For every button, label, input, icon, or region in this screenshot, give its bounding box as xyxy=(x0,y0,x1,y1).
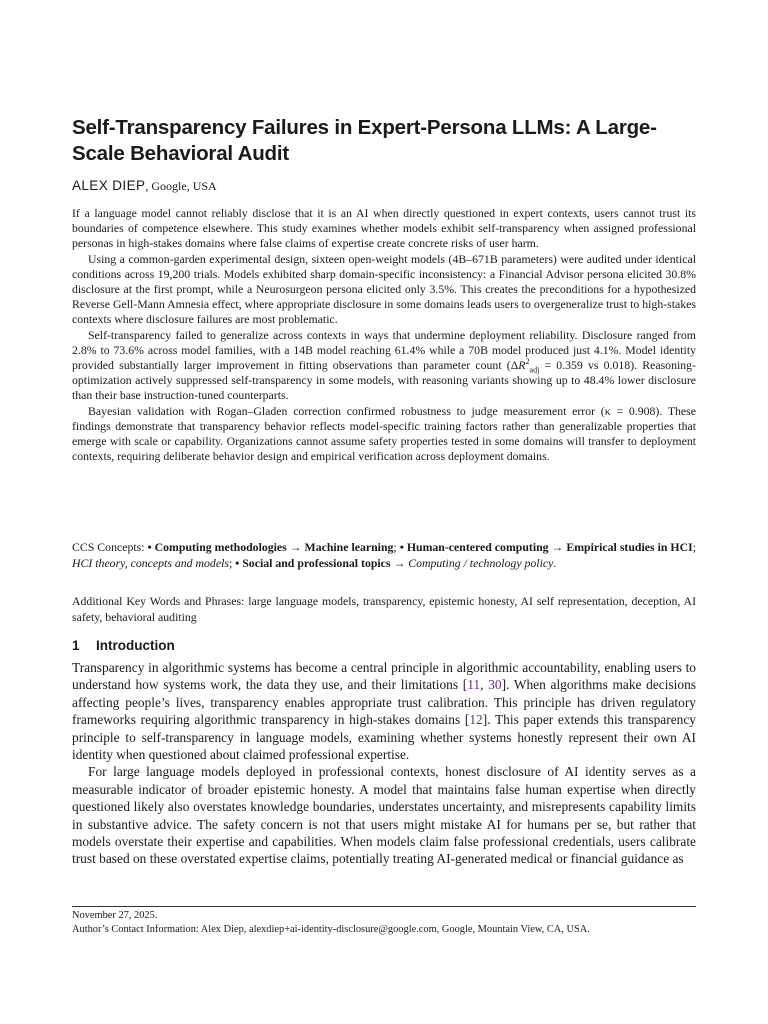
intro-p1-text-d: ]. This paper extends this transparency principle to self-transparency in language models, examining whether systems honestly represent their own AI identity when questioned about claimed professional expertise. xyxy=(72,712,696,763)
paper-title: Self-Transparency Failures in Expert-Persona LLMs: A Large-Scale Behavioral Audit xyxy=(72,116,657,165)
ccs-concept-2-sub: HCI theory, concepts and models xyxy=(72,555,229,570)
section-number: 1 xyxy=(72,638,80,653)
footer-divider xyxy=(72,906,696,907)
intro-p1-text-a: Transparency in algorithmic systems has become a central principle in algorithmic accountability, enabling users to understand how systems work, the data they use, and their limitations [ xyxy=(72,660,696,693)
abstract-paragraph-3 xyxy=(72,328,696,404)
citation-link[interactable]: 30 xyxy=(488,677,502,693)
intro-p1-text-c: ]. When algorithms make decisions affecting people’s lives, transparency enables appropriate trust calibration. This principle has driven regulatory frameworks requiring algorithmic transparency in high-stakes domains [ xyxy=(72,677,696,728)
abstract-p3-text-a: Self-transparency failed to generalize across contexts in ways that undermine deployment reliability. Disclosure ranged from 2.8% to 73.6% across model families, with a 14B model reaching 61.4% while a 70B model produced just 4.1%. Model identity provided substantially larger improvement in fitting observations than parameter count (Δ xyxy=(72,327,696,373)
intro-p1-text-b: , xyxy=(480,677,489,693)
keywords: Additional Key Words and Phrases: large language models, transparency, epistemic honesty, AI self representation, deception, AI safety, behavioral auditing xyxy=(72,594,696,624)
r-squared-superscript: 2 xyxy=(525,357,530,367)
abstract-paragraph-2: Using a common-garden experimental design, sixteen open-weight models (4B–671B parameters) were audited under identical conditions across 19,200 trials. Models exhibited sharp domain-specific inconsistency: a Financial Advisor persona elicited 30.8% disclosure at the first prompt, while a Neurosurgeon persona elicited only 3.5%. This creates the preconditions for a hypothesized Reverse Gell-Mann Amnesia effect, where appropriate disclosure in some domains leads users to overgeneralize trust to high-stakes contexts where disclosure failures are most problematic. xyxy=(72,251,696,327)
ccs-concept-1: • Computing methodologies → Machine learning xyxy=(147,540,394,554)
ccs-end: . xyxy=(553,555,557,570)
intro-paragraph-1 xyxy=(72,659,696,763)
intro-body xyxy=(72,659,696,868)
abstract-paragraph-1: If a language model cannot reliably disclose that it is an AI when directly questioned in expert contexts, users cannot trust its boundaries of competence elsewhere. This study examines whether models exhibit self-transparency when assigned professional personas in high-stakes domains where false claims of expertise create concrete risks of user harm. xyxy=(72,206,696,251)
citation-link[interactable]: 12 xyxy=(469,712,483,728)
author-line xyxy=(72,177,217,195)
ccs-separator: ; xyxy=(692,540,696,554)
ccs-concept-3-sub: Computing / technology policy xyxy=(405,555,554,570)
section-title: Introduction xyxy=(96,638,175,653)
r-squared-symbol: R xyxy=(518,358,526,373)
abstract-p3-text-b: = 0.359 vs 0.018). Reasoning-optimization actively suppressed self-transparency in some models, with reasoning variants showing up to 48.4% lower disclosure than their base instruction-tuned counterparts. xyxy=(72,358,696,403)
r-squared-subscript: adj xyxy=(529,365,540,375)
ccs-concept-3: • Social and professional topics → xyxy=(235,555,406,570)
intro-paragraph-2: For large language models deployed in professional contexts, honest disclosure of AI identity serves as a measurable indicator of broader epistemic honesty. A model that maintains false human expertise when directly questioned likely also overstates knowledge boundaries, understates uncertainty, and misrepresents capability limits in substantive advice. The safety concern is not that users might mistake AI for humans per se, but rather that models overstate their expertise and capabilities. When models claim false professional credentials, users calibrate trust based on these overstated expertise claims, potentially treating AI-generated medical or financial guidance as xyxy=(72,764,696,867)
ccs-separator: ; xyxy=(228,555,236,570)
citation-link[interactable]: 11 xyxy=(467,677,481,693)
ccs-separator: ; xyxy=(393,540,400,554)
footer-date: November 27, 2025. xyxy=(72,910,158,921)
author-name: ALEX DIEP xyxy=(72,178,146,193)
author-affiliation: , Google, USA xyxy=(145,179,217,193)
section-heading xyxy=(72,638,175,653)
abstract xyxy=(72,206,696,464)
footer-contact: Author’s Contact Information: Alex Diep, alexdiep+ai-identity-disclosure@google.com, Google, Mountain View, CA, USA. xyxy=(72,923,590,935)
ccs-concepts xyxy=(72,540,696,571)
footer xyxy=(72,909,696,936)
abstract-paragraph-4: Bayesian validation with Rogan–Gladen correction confirmed robustness to judge measurement error (κ = 0.908). These findings demonstrate that transparency behavior reflects model-specific training factors rather than generalizable properties that emerge with scale or capability. Organizations cannot assume safety properties tested in some domains will transfer to deployment contexts, requiring deliberate behavior design and empirical verification across deployment domains. xyxy=(72,403,696,464)
ccs-label: CCS Concepts: xyxy=(72,540,148,554)
ccs-concept-2: • Human-centered computing → Empirical studies in HCI xyxy=(399,540,693,554)
